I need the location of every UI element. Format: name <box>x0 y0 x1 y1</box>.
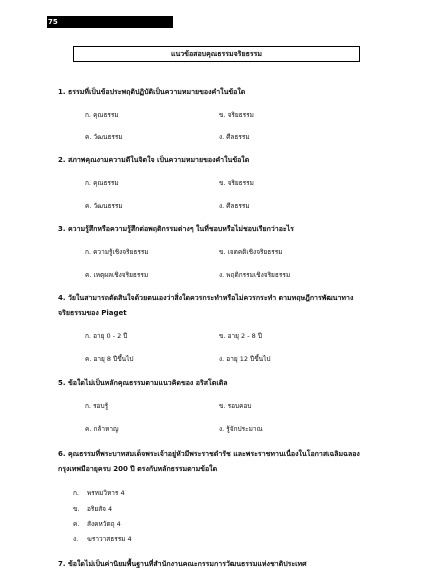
q3-option-c: ค. เหตุผลเชิงจริยธรรม <box>85 271 149 279</box>
page-number: 75 <box>48 18 58 26</box>
q6-option-d-text: ฆราวาสธรรม 4 <box>87 535 132 543</box>
q6-option-a-text: พรหมวิหาร 4 <box>87 489 125 497</box>
q6-option-b-letter: ข. <box>73 505 80 513</box>
q2-option-d: ง. ศีลธรรม <box>219 202 250 210</box>
q5-option-d: ง. รู้จักประมาณ <box>219 425 263 433</box>
q4-option-c: ค. อายุ 8 ปีขึ้นไป <box>85 355 134 363</box>
question-7: 7. ข้อใดไม่เป็นค่านิยมพื้นฐานที่สำนักงานคณะกรรมการวัฒนธรรมแห่งชาติประเทศ <box>58 560 307 568</box>
question-3: 3. ความรู้สึกหรือความรู้สึกต่อพฤติกรรมต่างๆ ในที่ชอบหรือไม่ชอบเรียกว่าอะไร <box>58 225 294 233</box>
q2-option-b: ข. จริยธรรม <box>219 179 254 187</box>
q6-option-b-text: อริยสัจ 4 <box>87 505 113 513</box>
q3-option-a: ก. ความรู้เชิงจริยธรรม <box>85 248 149 256</box>
q6-option-c-letter: ค. <box>73 520 80 528</box>
q2-option-a: ก. คุณธรรม <box>85 179 119 187</box>
question-4-line-1: 4. วัยในสามารถตัดสินใจด้วยตนเองว่าสิ่งใดควรกระทำหรือไม่ควรกระทำ ตามทฤษฎีการพัฒนาทาง <box>58 294 354 302</box>
q6-option-a-letter: ก. <box>73 489 80 497</box>
q5-option-a: ก. รอบรู้ <box>85 402 109 410</box>
question-6-line-2: กรุงเทพมีอายุครบ 200 ปี ตรงกับหลักธรรมตามข้อใด <box>58 465 218 473</box>
question-6-line-1: 6. คุณธรรมที่พระบาทสมเด็จพระเจ้าอยู่หัวมีพระราชดำรัช และพระราชทานเนื่องในโอกาสเฉลิมฉลอง <box>58 450 360 458</box>
question-5: 5. ข้อใดไม่เป็นหลักคุณธรรมตามแนวคิดของ อริสโตเติล <box>58 379 228 387</box>
q6-option-c-text: สังคหวัตถุ 4 <box>87 520 121 528</box>
q2-option-c: ค. วัฒนธรรม <box>85 202 123 210</box>
q1-option-b: ข. จริยธรรม <box>219 111 254 119</box>
q1-option-c: ค. วัฒนธรรม <box>85 133 123 141</box>
q3-option-d: ง. พฤติกรรมเชิงจริยธรรม <box>219 271 291 279</box>
q5-option-c: ค. กล้าหาญ <box>85 425 119 433</box>
q5-option-b: ข. รอบคอบ <box>219 402 252 410</box>
page-title: แนวข้อสอบคุณธรรมจริยธรรม <box>73 46 360 62</box>
question-1: 1. ธรรมที่เป็นข้อประพฤติปฏิบัติเป็นความหมายของคำในข้อใด <box>58 88 246 96</box>
q4-option-a: ก. อายุ 0 - 2 ปี <box>85 332 128 340</box>
question-2: 2. สภาพคุณงามความดีในจิตใจ เป็นความหมายของคำในข้อใด <box>58 156 250 164</box>
q3-option-b: ข. เจตคติเชิงจริยธรรม <box>219 248 283 256</box>
page-number-bar <box>47 16 173 28</box>
q4-option-b: ข. อายุ 2 - 8 ปี <box>219 332 262 340</box>
q4-option-d: ง. อายุ 12 ปีขึ้นไป <box>219 355 271 363</box>
q1-option-a: ก. คุณธรรม <box>85 111 119 119</box>
question-4-line-2: จริยธรรมของ Piaget <box>58 309 127 317</box>
q6-option-d-letter: ง. <box>73 535 79 543</box>
q1-option-d: ง. ศีลธรรม <box>219 133 250 141</box>
